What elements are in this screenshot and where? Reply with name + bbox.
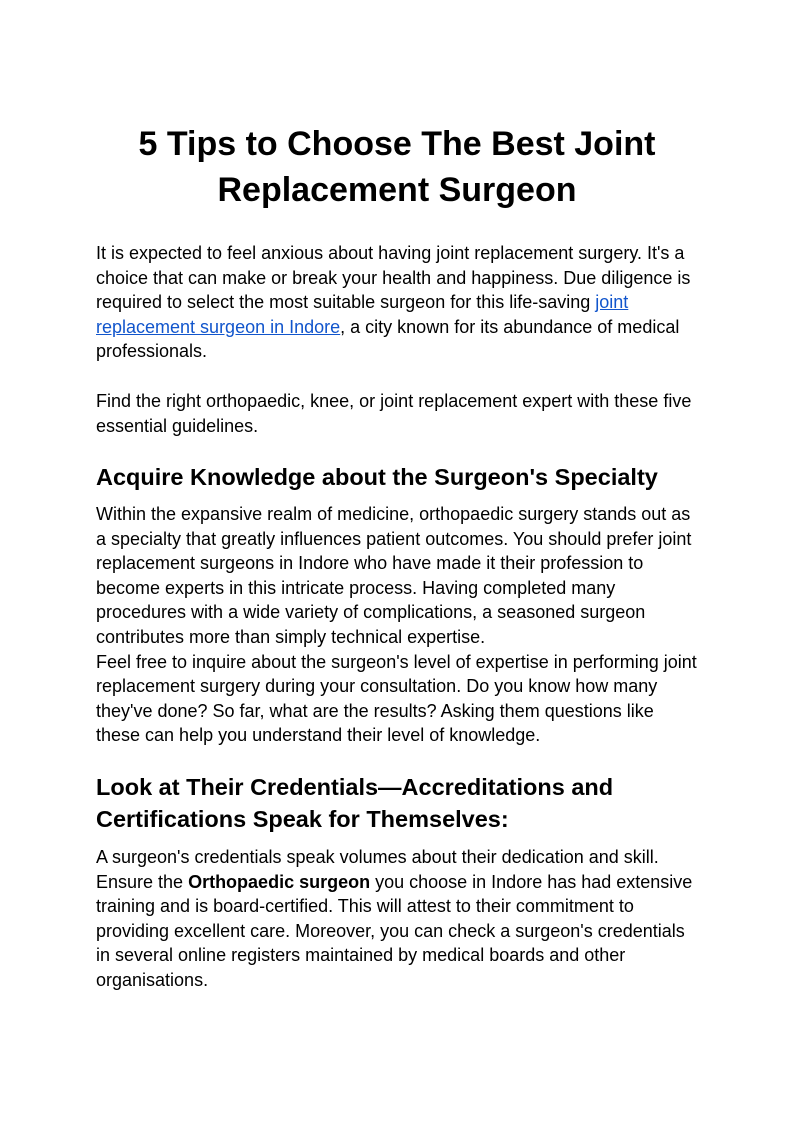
page-title: 5 Tips to Choose The Best Joint Replacement Surgeon (138, 125, 656, 209)
section1-body (96, 502, 698, 748)
section2 (96, 771, 698, 835)
section2-heading: Look at Their Credentials—Accreditations and Certifications Speak for Themselves: (96, 774, 614, 832)
joint-replacement-surgeon-link[interactable]: joint replacement surgeon in Indore (96, 292, 629, 337)
orthopaedic-surgeon-bold: Orthopaedic surgeon (188, 871, 371, 892)
section2-text-before-bold: A surgeon's credentials speak volumes about their dedication and skill. Ensure the (96, 847, 659, 892)
intro-paragraph-block (96, 241, 698, 364)
section1-heading: Acquire Knowledge about the Surgeon's Specialty (96, 464, 658, 490)
intro2-paragraph-block (96, 389, 698, 438)
intro2-paragraph: Find the right orthopaedic, knee, or joint replacement expert with these five essential guidelines. (96, 391, 692, 436)
section2-body (96, 845, 698, 993)
section1-paragraph2: Feel free to inquire about the surgeon's level of expertise in performing joint replacement surgery during your consultation. Do you know how many they've done? So far, what are the results? Asking them questions like these can help you understand their level of knowledge. (96, 651, 697, 746)
section1-paragraph1: Within the expansive realm of medicine, orthopaedic surgery stands out as a specialty that greatly influences patient outcomes. You should prefer joint replacement surgeons in Indore who have made it their profession to become experts in this intricate process. Having completed many procedures with a wide variety of complications, a seasoned surgeon contributes more than simply technical expertise. (96, 504, 692, 647)
intro-text-after-link: , a city known for its abundance of medical professionals. (96, 316, 680, 362)
section1 (96, 461, 698, 493)
intro-paragraph (96, 241, 698, 364)
section2-paragraph (96, 845, 698, 993)
section2-text-after-bold: you choose in Indore has had extensive training and is board-certified. This will attest to their commitment to providing excellent care. Moreover, you can check a surgeon's credentials in several online registers maintained by medical boards and other organisations. (96, 871, 693, 990)
intro-text-before-link: It is expected to feel anxious about having joint replacement surgery. It's a choice that can make or break your health and happiness. Due diligence is required to select the most suitable surgeon for this life-saving (96, 243, 691, 313)
